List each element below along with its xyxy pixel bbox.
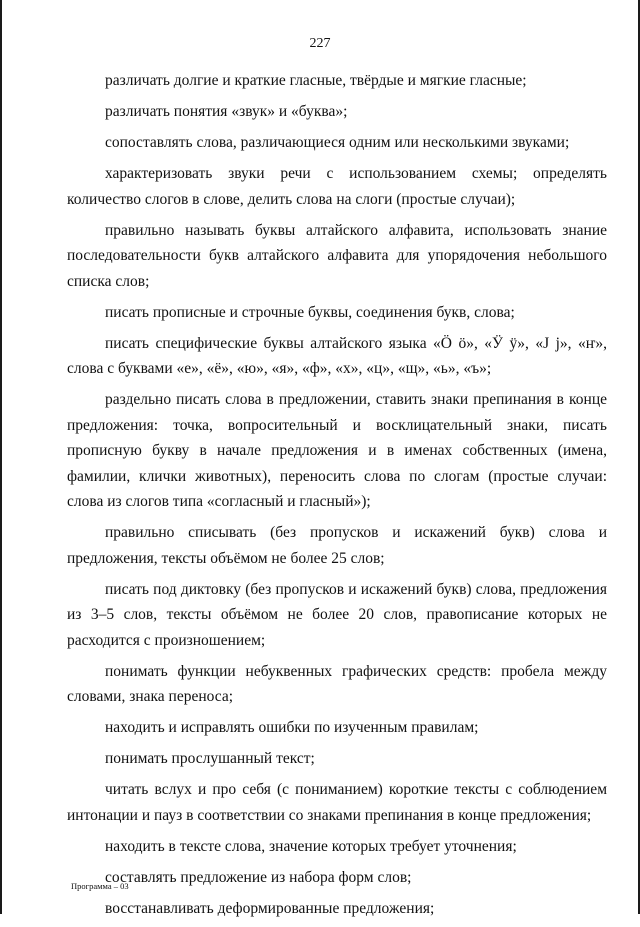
page-footer: Программа – 03 [71,881,129,891]
paragraph: различать долгие и краткие гласные, твёрдые и мягкие гласные; [105,72,527,89]
paragraph: понимать прослушанный текст; [105,750,315,767]
paragraph: читать вслух и про себя (с пониманием) короткие тексты с соблюдением интонации и пауз в соответствии со знаками препинания в конце предложения; [67,781,607,824]
page-left-border [0,0,2,914]
paragraph: писать под диктовку (без пропусков и искажений букв) слова, предложения из 3–5 слов, тексты объёмом не более 20 слов, правописание которых не расходится с произношением; [67,580,607,649]
paragraph: понимать функции небуквенных графических средств: пробела между словами, знака переноса; [67,662,607,705]
paragraph: находить в тексте слова, значение которых требует уточнения; [105,837,517,855]
paragraph: составлять предложение из набора форм слов; [105,868,412,886]
paragraph: правильно называть буквы алтайского алфавита, использовать знание последовательности букв алтайского алфавита для упорядочения небольшого списка слов; [67,221,607,290]
paragraph: находить и исправлять ошибки по изученным правилам; [105,719,479,736]
body-text [67,68,607,927]
paragraph: различать понятия «звук» и «буква»; [105,103,348,120]
paragraph: восстанавливать деформированные предложения; [105,899,435,917]
paragraph: характеризовать звуки речи с использованием схемы; определять количество слогов в слове, делить слова на слоги (простые случаи); [67,165,607,208]
paragraph: писать специфические буквы алтайского языка «Ӧ ӧ», «Ӱ ӱ», «J j», «ҥ», слова с буквами «е», «ё», «ю», «я», «ф», «х», «ц», «щ», «ь», «ъ»; [67,334,607,377]
page-number: 227 [309,36,331,51]
paragraph: раздельно писать слова в предложении, ставить знаки препинания в конце предложения: точка, вопросительный и восклицательный знаки, писать прописную букву в начале предложения и в именах собственных (имена, фамилии, клички животных), переносить слова по слогам (простые случаи: слова из слогов типа «согласный и гласный»); [67,391,607,510]
paragraph: писать прописные и строчные буквы, соединения букв, слова; [105,303,515,321]
paragraph: правильно списывать (без пропусков и искажений букв) слова и предложения, тексты объёмом не более 25 слов; [67,524,607,567]
paragraph: сопоставлять слова, различающиеся одним или несколькими звуками; [105,134,570,151]
